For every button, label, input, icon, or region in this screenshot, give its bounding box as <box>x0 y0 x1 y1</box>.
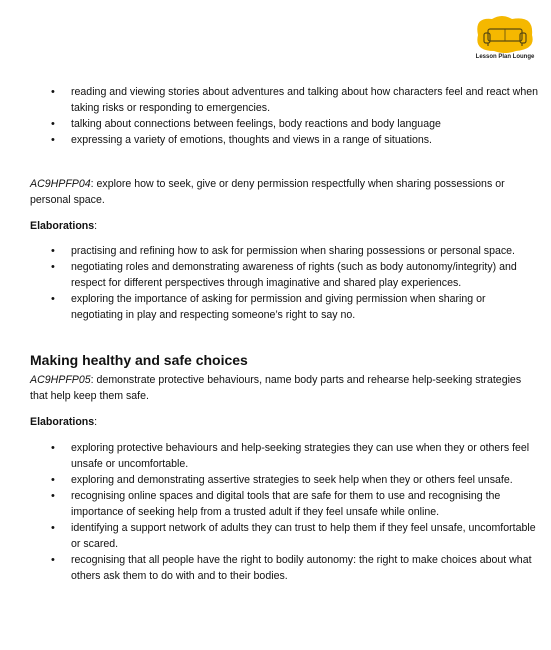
list-item: • recognising that all people have the right to bodily autonomy: the right to make choices about what others ask them to do with and to their bodies. <box>30 552 540 584</box>
elaborations-heading-2 <box>30 414 540 430</box>
elaborations-colon: : <box>94 416 98 428</box>
list-item: • reading and viewing stories about adventures and talking about how characters feel and react when taking risks or responding to emergencies. <box>30 84 540 116</box>
elaborations-label: Elaborations <box>30 220 95 232</box>
list-item: • exploring and demonstrating assertive strategies to seek help when they or others feel unsafe. <box>30 472 540 488</box>
list-item: • expressing a variety of emotions, thoughts and views in a range of situations. <box>30 132 540 148</box>
document-page <box>30 84 540 584</box>
list-item: • recognising online spaces and digital tools that are safe for them to use and recognising the importance of seeking help from a trusted adult if they feel unsafe while online. <box>30 488 540 520</box>
bullet-list-3 <box>30 440 540 584</box>
content-description-text: : explore how to seek, give or deny permission respectfully when sharing possessions or personal space. <box>30 178 505 206</box>
curriculum-code: AC9HPFP04 <box>30 178 91 190</box>
couch-logo-icon <box>472 13 538 55</box>
content-description-text: : demonstrate protective behaviours, name body parts and rehearse help-seeking strategies that help keep them safe. <box>30 374 522 402</box>
section-title: Making healthy and safe choices <box>30 352 248 368</box>
lesson-plan-lounge-logo <box>472 13 538 65</box>
elaborations-heading-1 <box>30 218 540 234</box>
list-item: • practising and refining how to ask for permission when sharing possessions or personal space. <box>30 243 540 259</box>
list-item: • negotiating roles and demonstrating awareness of rights (such as body autonomy/integrity) and respect for different perspectives through imaginative and shared play experiences. <box>30 259 540 291</box>
list-item: • exploring the importance of asking for permission and giving permission when sharing or negotiating in play and respecting someone’s right to say no. <box>30 291 540 323</box>
content-description-1 <box>30 176 540 208</box>
elaborations-colon: : <box>94 220 98 232</box>
content-description-2 <box>30 372 540 404</box>
list-item: • talking about connections between feelings, body reactions and body language <box>30 116 540 132</box>
bullet-list-2 <box>30 243 540 323</box>
logo-text: Lesson Plan Lounge <box>475 54 535 60</box>
curriculum-code: AC9HPFP05 <box>30 374 91 386</box>
list-item: • exploring protective behaviours and help-seeking strategies they can use when they or others feel unsafe or uncomfortable. <box>30 440 540 472</box>
elaborations-label: Elaborations <box>30 416 95 428</box>
list-item: • identifying a support network of adults they can trust to help them if they feel unsafe, uncomfortable or scared. <box>30 520 540 552</box>
bullet-list-1 <box>30 84 540 148</box>
